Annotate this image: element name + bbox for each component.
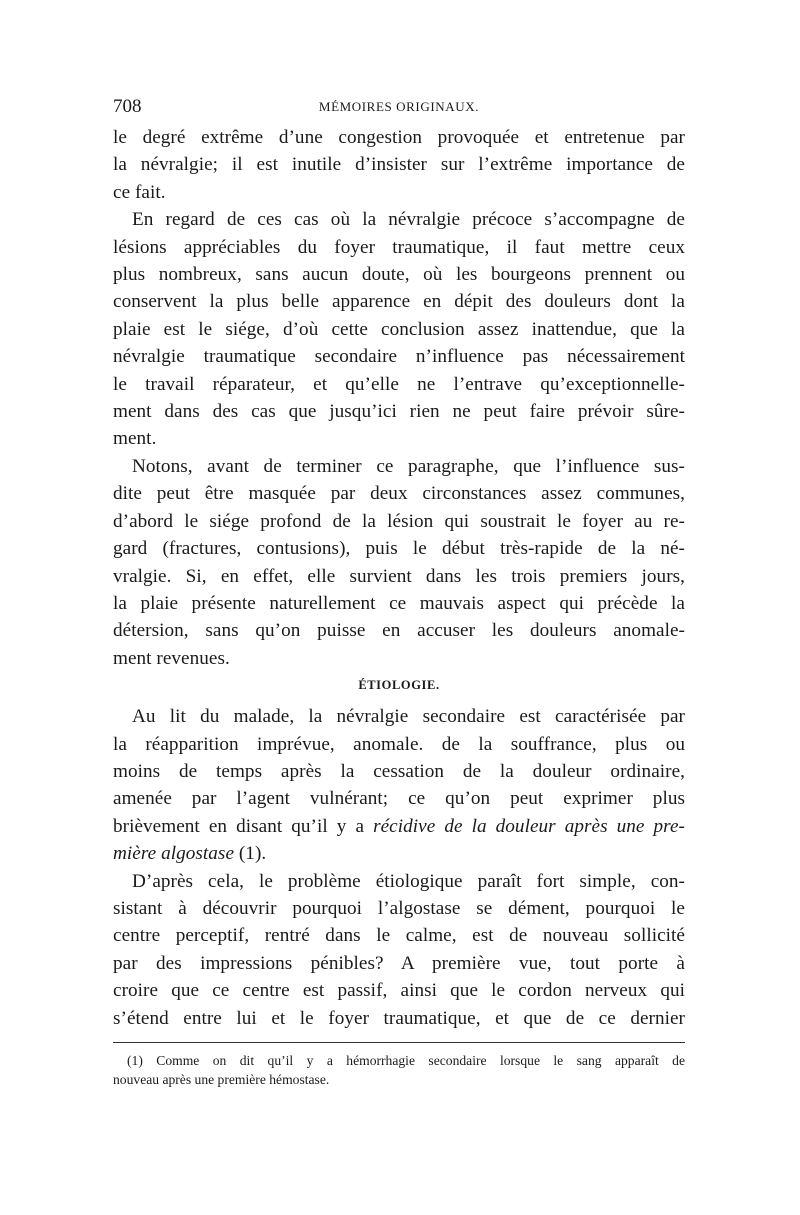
text-line: d’abord le siége profond de la lésion qui soustrait le foyer au re- bbox=[113, 510, 685, 532]
text-line: détersion, sans qu’on puisse en accuser les douleurs anomale- bbox=[113, 620, 685, 642]
text-line: amenée par l’agent vulnérant; ce qu’on peut exprimer plus bbox=[113, 788, 685, 810]
paragraph-problem bbox=[113, 868, 685, 1032]
text-line: plaie est le siége, d’où cette conclusion assez inattendue, que la bbox=[113, 318, 685, 340]
text-line: croire que ce centre est passif, ainsi que le cordon nerveux qui bbox=[113, 980, 685, 1002]
text-line: névralgie traumatique secondaire n’influence pas nécessairement bbox=[113, 346, 685, 368]
text-line: le travail réparateur, et qu’elle ne l’entrave qu’exceptionnelle- bbox=[113, 373, 685, 395]
text-line: la plaie présente naturellement ce mauvais aspect qui précède la bbox=[113, 592, 685, 614]
text-line: gard (fractures, contusions), puis le début très-rapide de la né- bbox=[113, 538, 685, 560]
text-line: ment revenues. bbox=[113, 647, 230, 669]
text-line: ce fait. bbox=[113, 181, 166, 203]
text-line: le degré extrême d’une congestion provoquée et entretenue par bbox=[113, 127, 685, 148]
text-line: la réapparition imprévue, anomale. de la souffrance, plus ou bbox=[113, 733, 685, 755]
page-number: 708 bbox=[113, 96, 142, 117]
paragraph-notons bbox=[113, 453, 685, 672]
text-line: ment dans des cas que jusqu’ici rien ne peut faire prévoir sûre- bbox=[113, 401, 685, 423]
running-title: MÉMOIRES ORIGINAUX. bbox=[318, 99, 480, 114]
text-line: sistant à découvrir pourquoi l’algostase se dément, pourquoi le bbox=[113, 897, 685, 919]
section-heading: ÉTIOLOGIE. bbox=[358, 678, 440, 693]
text-segment: brièvement en disant qu’il y a bbox=[113, 815, 374, 837]
text-line: En regard de ces cas où la névralgie précoce s’accompagne de bbox=[132, 209, 685, 231]
text-line bbox=[113, 813, 685, 840]
text-line: plus nombreux, sans aucun doute, où les bourgeons prennent ou bbox=[113, 264, 685, 286]
book-page bbox=[113, 96, 685, 1089]
text-line: la névralgie; il est inutile d’insister sur l’extrême importance de bbox=[113, 154, 685, 176]
paragraph-continuation bbox=[113, 124, 685, 206]
text-line: par des impressions pénibles? A première vue, tout porte à bbox=[113, 952, 685, 974]
text-line: lésions appréciables du foyer traumatique, il faut mettre ceux bbox=[113, 236, 685, 258]
paragraph-etiology bbox=[113, 703, 685, 867]
italic-phrase: mière algostase bbox=[113, 843, 235, 865]
italic-phrase: récidive de la douleur après une pre- bbox=[373, 815, 685, 837]
text-line: vralgie. Si, en effet, elle survient dans les trois premiers jours, bbox=[113, 565, 685, 587]
footnote-line: nouveau après une première hémostase. bbox=[113, 1072, 330, 1087]
paragraph-healing bbox=[113, 206, 685, 453]
text-line: Au lit du malade, la névralgie secondaire est caractérisée par bbox=[132, 706, 685, 728]
text-line: D’après cela, le problème étiologique paraît fort simple, con- bbox=[132, 870, 685, 892]
text-line: conservent la plus belle apparence en dépit des douleurs dont la bbox=[113, 291, 685, 313]
text-line bbox=[113, 840, 685, 867]
text-line: s’étend entre lui et le foyer traumatique, et que de ce dernier bbox=[113, 1007, 685, 1029]
text-line: centre perceptif, rentré dans le calme, est de nouveau sollicité bbox=[113, 925, 685, 947]
text-line: Notons, avant de terminer ce paragraphe, que l’influence sus- bbox=[132, 455, 685, 477]
footnote-line: (1) Comme on dit qu’il y a hémorrhagie secondaire lorsque le sang apparaît de bbox=[127, 1053, 685, 1068]
footnote-reference: (1). bbox=[234, 843, 267, 865]
running-head bbox=[113, 96, 685, 124]
footnote bbox=[113, 1051, 685, 1089]
text-line: dite peut être masquée par deux circonstances assez communes, bbox=[113, 483, 685, 505]
footnote-rule bbox=[113, 1042, 685, 1043]
text-line: moins de temps après la cessation de la douleur ordinaire, bbox=[113, 760, 685, 782]
text-line: ment. bbox=[113, 428, 157, 450]
